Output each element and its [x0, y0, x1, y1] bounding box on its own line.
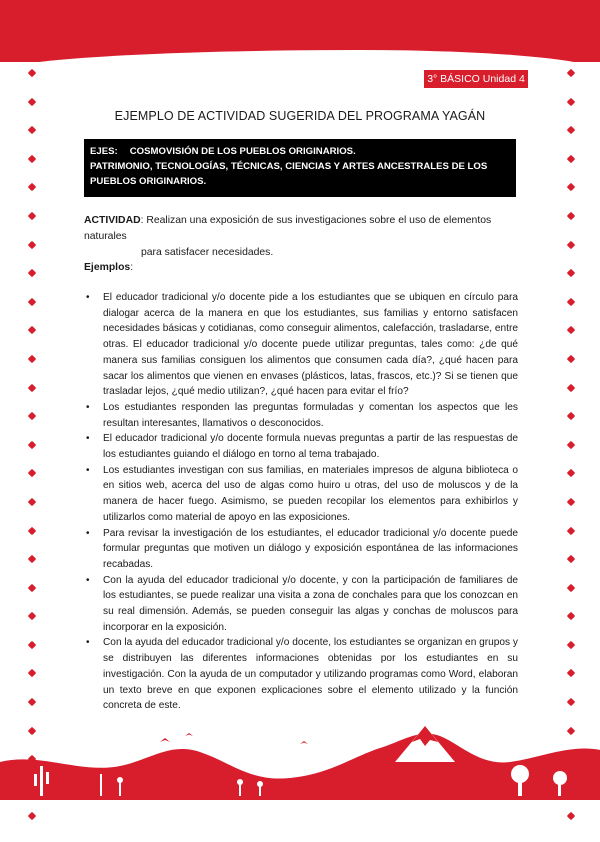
bullet-icon: •: [86, 401, 90, 413]
diamond-ornament: [28, 126, 36, 134]
bullet-icon: •: [86, 292, 90, 303]
diamond-ornament: [28, 526, 36, 534]
diamond-ornament: [28, 612, 36, 620]
axes-line-1: [90, 144, 510, 159]
page-title: EJEMPLO DE ACTIVIDAD SUGERIDA DEL PROGRAMA YAGÁN: [114, 109, 486, 123]
diamond-ornament: [567, 383, 575, 391]
diamond-ornament: [567, 498, 575, 506]
diamond-ornament: [28, 555, 36, 563]
list-item: [84, 431, 518, 462]
diamond-ornament: [28, 69, 36, 77]
diamond-ornament: [28, 155, 36, 163]
diamond-ornament: [28, 698, 36, 706]
diamond-ornament: [28, 212, 36, 220]
examples-heading: [84, 262, 133, 273]
diamond-ornament: [28, 383, 36, 391]
diamond-ornament: [567, 155, 575, 163]
diamond-ornament: [567, 355, 575, 363]
diamond-ornament: [567, 269, 575, 277]
diamond-ornament: [28, 440, 36, 448]
landscape-icon: [0, 722, 600, 800]
bullet-icon: •: [86, 527, 90, 539]
list-item: [84, 290, 518, 400]
bottom-landscape-illustration: [0, 722, 600, 800]
diamond-ornament: [567, 698, 575, 706]
example-text: Para revisar la investigación de los estudiantes, el educador tradicional y/o docente puede formular preguntas que motiven un diálogo y exposición espontánea de las informaciones recabadas.: [103, 527, 518, 570]
axes-label: EJES:: [90, 146, 118, 157]
diamond-ornament: [567, 669, 575, 677]
diamond-ornament: [28, 298, 36, 306]
diamond-ornament: [28, 669, 36, 677]
examples-colon: :: [130, 262, 134, 273]
list-item: [84, 400, 518, 431]
list-item: [84, 635, 518, 714]
diamond-ornament: [567, 183, 575, 191]
axes-text-1: COSMOVISIÓN DE LOS PUEBLOS ORIGINARIOS.: [129, 146, 356, 157]
example-text: Con la ayuda del educador tradicional y/o docente, y con la participación de familiares de los estudiantes, se puede realizar una visita a zona de conchales para que los conozcan en su real dimensión. Además, se pueden conseguir las algas y conchas de moluscos para incorporar en la exposición.: [103, 574, 518, 633]
example-text: Los estudiantes responden las preguntas formuladas y comentan los aspectos que les resultan interesantes, llamativos o desconocidos.: [103, 401, 518, 429]
diamond-ornament: [28, 183, 36, 191]
example-text: El educador tradicional y/o docente pide a los estudiantes que se ubiquen en círculo para dialogar acerca de la manera en que los estudiantes, sus familias y entorno satisfacen necesidades básicas y cotidianas, como conseguir alimentos, calefacción, trasladarse, entre otras. El educador tradicional y/o docente puede utilizar preguntas, tales como: ¿de qué manera sus familias consiguen los alimentos que consumen cada día?, ¿qué hacen para sacar los alimentos que vienen en envases (plásticos, latas, frascos, etc.)? Si se tienen que trasladar lejos, ¿qué medio utilizan?, ¿qué hacen para evitar el frío?: [103, 292, 518, 398]
bullet-icon: •: [86, 433, 90, 445]
grade-unit-badge: 3° BÁSICO Unidad 4: [424, 70, 528, 88]
bullet-icon: •: [86, 637, 90, 649]
diamond-ornament: [28, 240, 36, 248]
diamond-ornament: [28, 583, 36, 591]
diamond-ornament: [567, 212, 575, 220]
diamond-ornament: [28, 412, 36, 420]
diamond-ornament: [567, 440, 575, 448]
activity-section: [84, 213, 518, 261]
bullet-icon: •: [86, 464, 90, 476]
diamond-ornament: [567, 555, 575, 563]
list-item: [84, 573, 518, 636]
bullet-icon: •: [86, 574, 90, 586]
activity-label: ACTIVIDAD: [84, 215, 141, 226]
list-item: [84, 463, 518, 526]
activity-text-1: : Realizan una exposición de sus investigaciones sobre el uso de elementos naturales: [84, 215, 492, 242]
example-text: Con la ayuda del educador tradicional y/o docente, los estudiantes se organizan en grupos y se distribuyen las diferentes informaciones obtenidas por los estudiantes en su investigación. Con la ayuda de un computador y utilizando programas como Word, elaboran un texto breve en que exponen explicaciones sobre el elemento utilizado y la función concreta de este.: [103, 637, 518, 712]
diamond-ornament: [567, 583, 575, 591]
diamond-ornament: [567, 812, 575, 820]
list-item: [84, 526, 518, 573]
diamond-ornament: [567, 526, 575, 534]
activity-text-2: para satisfacer necesidades.: [141, 247, 274, 258]
diamond-ornament: [567, 612, 575, 620]
axes-line-2: PATRIMONIO, TECNOLOGÍAS, TÉCNICAS, CIENCIAS Y ARTES ANCESTRALES DE LOS PUEBLOS ORIGINARIOS.: [90, 161, 488, 187]
example-text: El educador tradicional y/o docente formula nuevas preguntas a partir de las respuestas de los estudiantes guiando el diálogo en torno al tema trabajado.: [103, 433, 518, 461]
diamond-ornament: [28, 97, 36, 105]
diamond-ornament: [28, 326, 36, 334]
diamond-ornament: [567, 126, 575, 134]
diamond-ornament: [28, 641, 36, 649]
diamond-ornament: [567, 641, 575, 649]
diamond-ornament: [567, 469, 575, 477]
diamond-ornament: [28, 355, 36, 363]
diamond-ornament: [28, 498, 36, 506]
diamond-ornament: [567, 412, 575, 420]
axes-box: [84, 139, 516, 197]
example-text: Los estudiantes investigan con sus familias, en materiales impresos de alguna biblioteca o en sitios web, acerca del uso de algas como huiro u otras, del uso de moluscos y de la manera de hacer fuego. Asimismo, se pueden recopilar los elementos para exhibirlos y utilizarlos como material de apoyo en las exposiciones.: [103, 464, 518, 523]
diamond-ornament: [28, 269, 36, 277]
diamond-ornament: [567, 240, 575, 248]
diamond-ornament: [567, 326, 575, 334]
diamond-ornament: [567, 97, 575, 105]
examples-label: Ejemplos: [84, 262, 131, 273]
diamond-ornament: [567, 69, 575, 77]
diamond-ornament: [567, 298, 575, 306]
examples-list: [84, 290, 518, 714]
diamond-ornament: [28, 469, 36, 477]
top-red-band: [0, 0, 600, 62]
diamond-ornament: [28, 812, 36, 820]
